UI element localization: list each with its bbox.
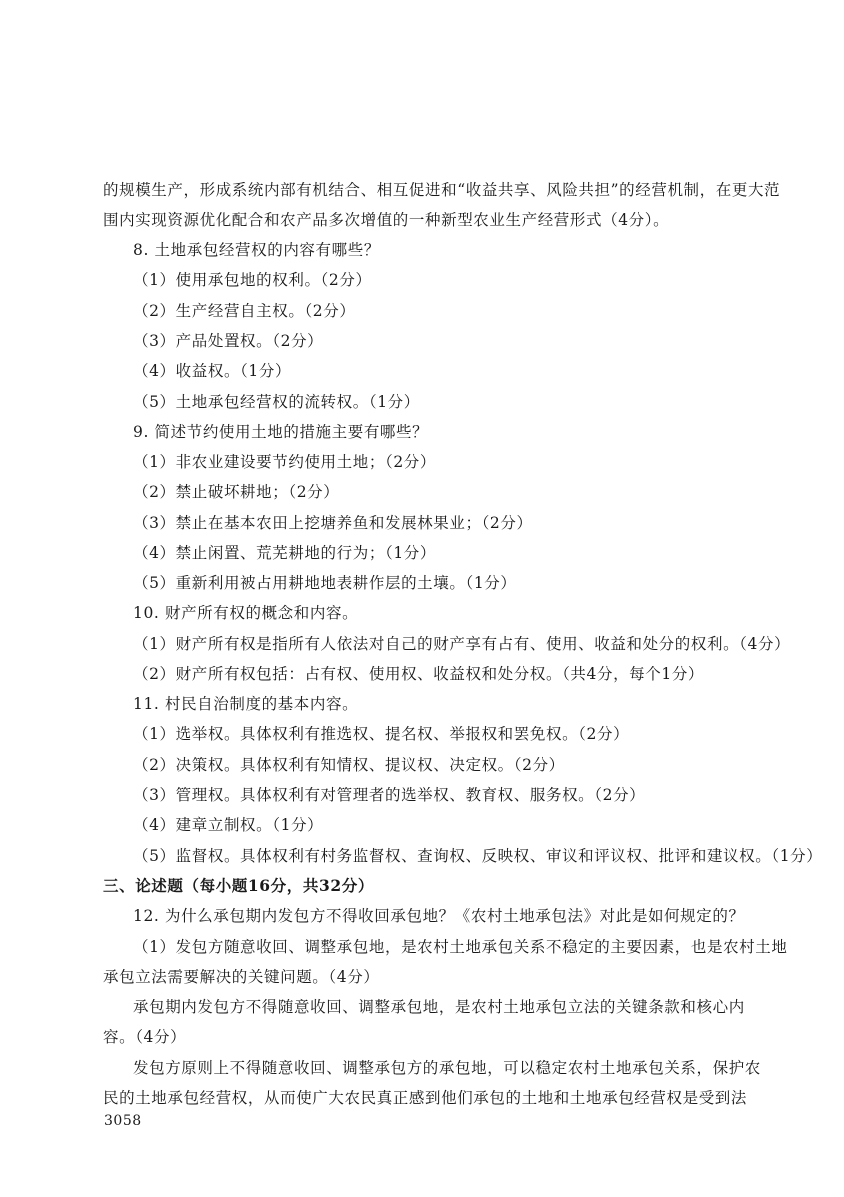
paragraph-line: 民的土地承包经营权，从而使广大农民真正感到他们承包的土地和土地承包经营权是受到法	[103, 1089, 748, 1107]
page-number: 3058	[104, 1113, 142, 1129]
question-9-title: 9. 简述节约使用土地的措施主要有哪些？	[133, 423, 429, 441]
question-12-title: 12. 为什么承包期内发包方不得收回承包地？《农村土地承包法》对此是如何规定的？	[133, 907, 745, 925]
paragraph-line: 的规模生产，形成系统内部有机结合、相互促进和“收益共享、风险共担”的经营机制，在更大范	[103, 181, 781, 199]
answer-item: （4）建章立制权。（1分）	[133, 816, 324, 834]
answer-item: （4）收益权。（1分）	[133, 362, 292, 380]
paragraph-line: 发包方原则上不得随意收回、调整承包方的承包地，可以稳定农村土地承包关系，保护农	[133, 1059, 761, 1077]
answer-item: （2）生产经营自主权。（2分）	[133, 302, 356, 320]
answer-item: （5）重新利用被占用耕地地表耕作层的土壤。（1分）	[133, 574, 517, 592]
answer-item: （5）土地承包经营权的流转权。（1分）	[133, 393, 420, 411]
answer-item: （1）选举权。具体权利有推选权、提名权、举报权和罢免权。（2分）	[133, 725, 630, 743]
paragraph-line: 承包立法需要解决的关键问题。（4分）	[103, 968, 380, 986]
answer-item: （2）财产所有权包括：占有权、使用权、收益权和处分权。（共4分，每个1分）	[133, 665, 705, 683]
section-heading: 三、论述题（每小题16分，共32分）	[103, 876, 374, 895]
question-10-title: 10. 财产所有权的概念和内容。	[133, 604, 359, 622]
question-11-title: 11. 村民自治制度的基本内容。	[133, 695, 359, 713]
paragraph-line: 围内实现资源优化配合和农产品多次增值的一种新型农业生产经营形式（4分）。	[103, 211, 670, 229]
answer-item: （1）非农业建设要节约使用土地；（2分）	[133, 453, 436, 471]
paragraph-line: （1）发包方随意收回、调整承包地，是农村土地承包关系不稳定的主要因素，也是农村土地	[133, 938, 788, 956]
answer-item: （1）财产所有权是指所有人依法对自己的财产享有占有、使用、收益和处分的权利。（4分）	[133, 635, 791, 653]
answer-item: （2）决策权。具体权利有知情权、提议权、决定权。（2分）	[133, 756, 565, 774]
paragraph-line: 容。（4分）	[103, 1028, 187, 1046]
paragraph-line: 承包期内发包方不得随意收回、调整承包地，是农村土地承包立法的关键条款和核心内	[133, 998, 745, 1016]
answer-item: （3）管理权。具体权利有对管理者的选举权、教育权、服务权。（2分）	[133, 786, 646, 804]
answer-item: （3）产品处置权。（2分）	[133, 332, 324, 350]
answer-item: （2）禁止破坏耕地；（2分）	[133, 483, 340, 501]
answer-item: （4）禁止闲置、荒芜耕地的行为；（1分）	[133, 544, 436, 562]
answer-item: （1）使用承包地的权利。（2分）	[133, 271, 372, 289]
answer-item: （3）禁止在基本农田上挖塘养鱼和发展林果业；（2分）	[133, 514, 533, 532]
answer-item: （5）监督权。具体权利有村务监督权、查询权、反映权、审议和评议权、批评和建议权。（1分）	[133, 847, 823, 865]
question-8-title: 8. 土地承包经营权的内容有哪些？	[133, 241, 380, 259]
